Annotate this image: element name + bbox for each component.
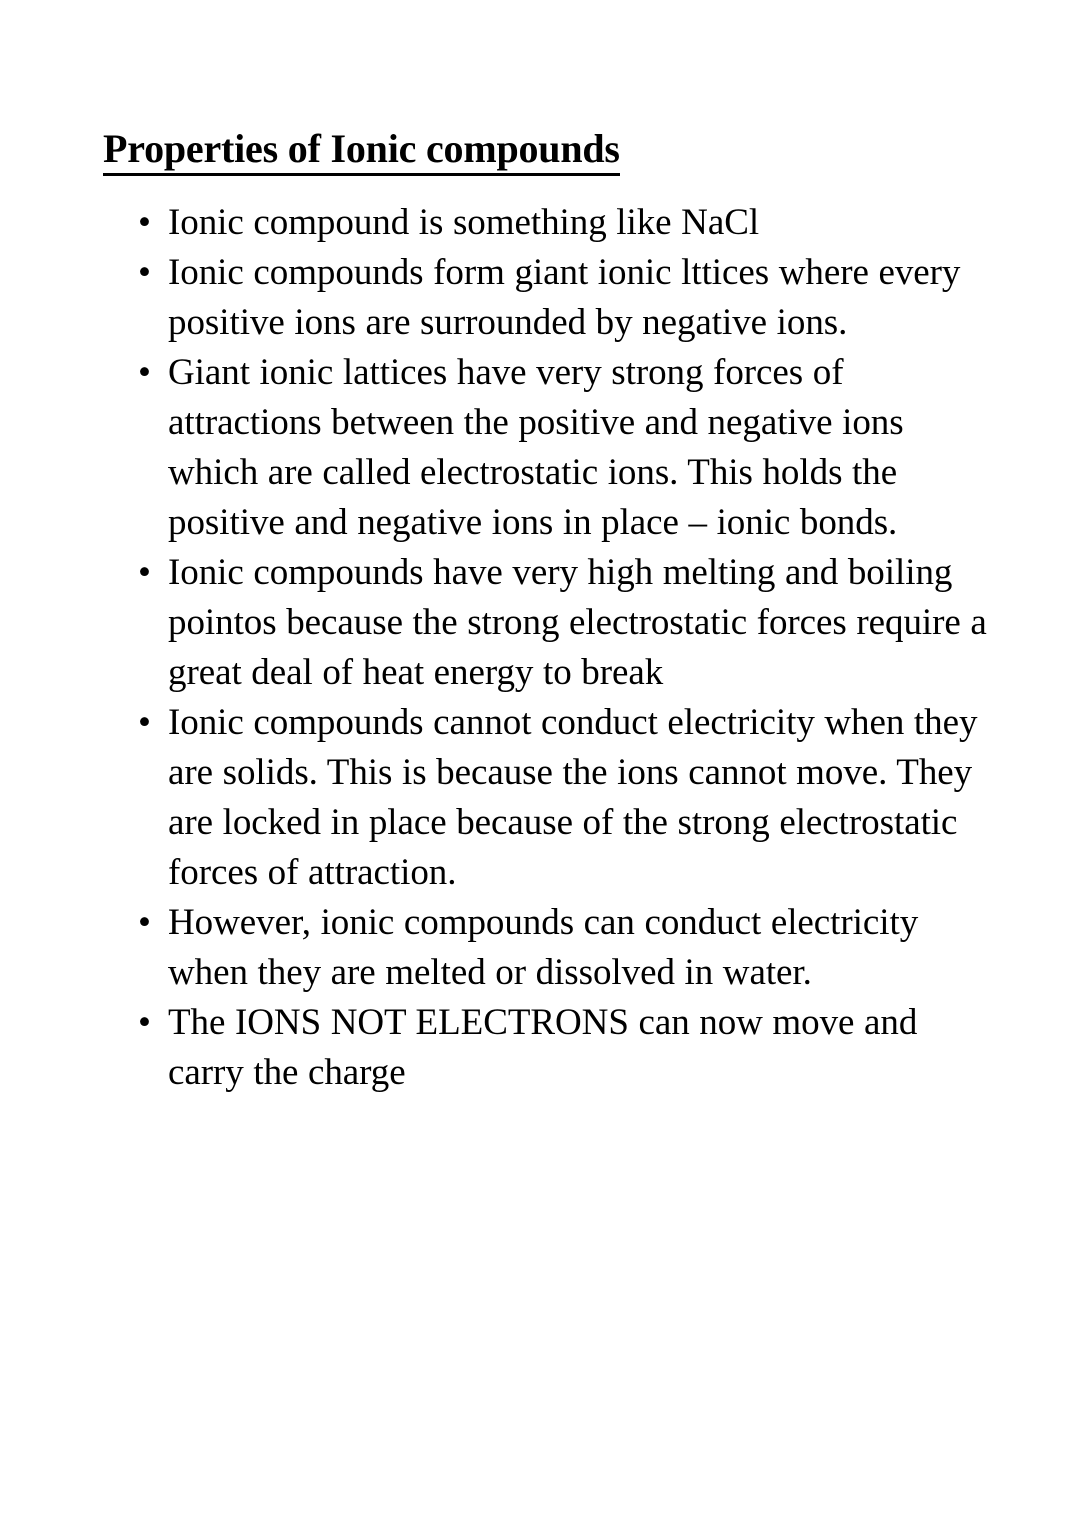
- list-item: [138, 898, 998, 998]
- bullet-point-icon: •: [138, 902, 151, 943]
- list-item: [138, 998, 998, 1098]
- list-item-text: Ionic compounds cannot conduct electricity when they are solids. This is because the ions cannot move. They are locked in place because of the strong electrostatic forces of attraction.: [168, 702, 978, 893]
- list-item: [138, 698, 998, 898]
- page-title: Properties of Ionic compounds: [103, 127, 620, 176]
- list-item-text: The IONS NOT ELECTRONS can now move and carry the charge: [168, 1002, 918, 1093]
- bullet-point-icon: •: [138, 252, 151, 293]
- list-item: [138, 348, 998, 548]
- list-item-text: Ionic compound is something like NaCl: [168, 202, 760, 243]
- list-item: [138, 248, 998, 348]
- list-item-text: Ionic compounds have very high melting and boiling pointos because the strong electrostatic forces require a great deal of heat energy to break: [168, 552, 987, 693]
- bullet-point-icon: •: [138, 702, 151, 743]
- properties-bullet-list: [138, 198, 998, 1098]
- bullet-point-icon: •: [138, 1002, 151, 1043]
- list-item-text: However, ionic compounds can conduct electricity when they are melted or dissolved in water.: [168, 902, 919, 993]
- list-item-text: Ionic compounds form giant ionic lttices where every positive ions are surrounded by negative ions.: [168, 252, 961, 343]
- list-item: [138, 198, 998, 248]
- list-item-text: Giant ionic lattices have very strong forces of attractions between the positive and negative ions which are called electrostatic ions. This holds the positive and negative ions in place – ionic bonds.: [168, 352, 904, 543]
- bullet-point-icon: •: [138, 352, 151, 393]
- bullet-point-icon: •: [138, 202, 151, 243]
- bullet-point-icon: •: [138, 552, 151, 593]
- list-item: [138, 548, 998, 698]
